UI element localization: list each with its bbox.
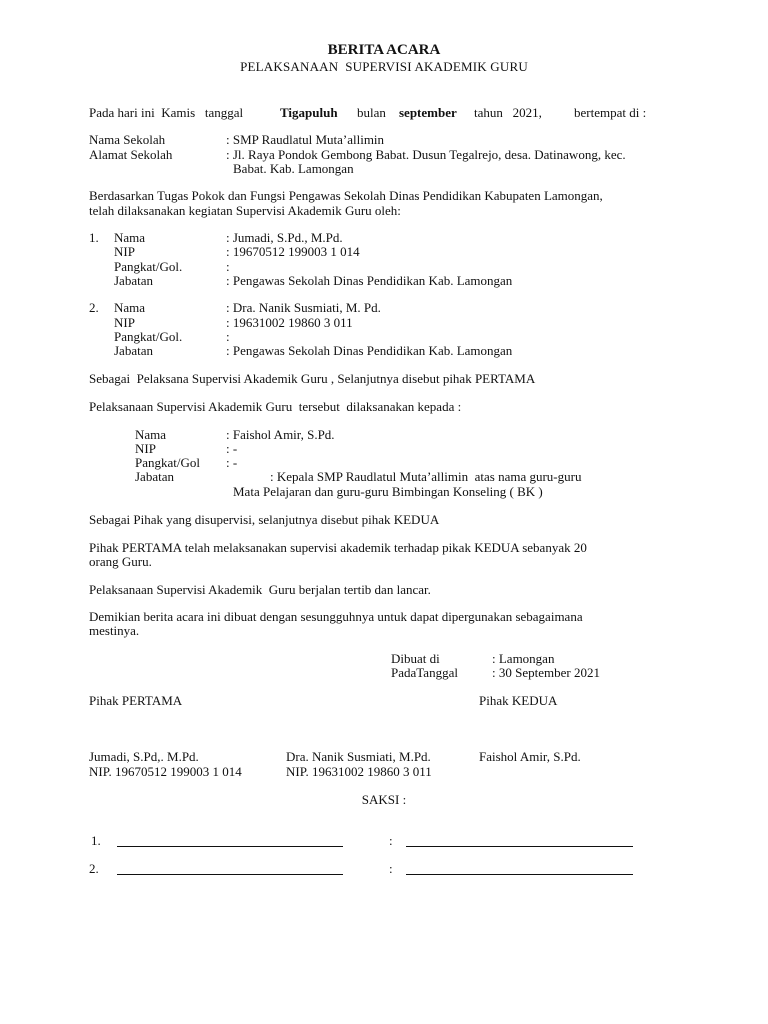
closing-line2: mestinya. (89, 623, 140, 638)
supervisor2-number: 2. (89, 300, 99, 315)
supervisor1-name-value: : Jumadi, S.Pd., M.Pd. (226, 230, 343, 245)
target-name-value: : Faishol Amir, S.Pd. (226, 427, 335, 442)
document-title: BERITA ACARA (327, 42, 441, 58)
opening-text-1: Pada hari ini Kamis tanggal (89, 105, 244, 120)
target-position-line2: Mata Pelajaran dan guru-guru Bimbingan Konseling ( BK ) (233, 484, 543, 499)
target-nip-label: NIP (135, 441, 156, 456)
opening-month: september (399, 105, 457, 120)
target-position-label: Jabatan (135, 469, 174, 484)
second-party-note: Sebagai Pihak yang disupervisi, selanjutnya disebut pihak KEDUA (89, 512, 440, 527)
target-rank-value: : - (226, 455, 238, 470)
witness-row2-colon: : (389, 861, 393, 876)
closing-line1: Demikian berita acara ini dibuat dengan sesungguhnya untuk dapat dipergunakan sebagaimana (89, 609, 583, 624)
supervisor1-rank-label: Pangkat/Gol. (114, 259, 183, 274)
result-line2: orang Guru. (89, 554, 152, 569)
supervisor2-position-value: : Pengawas Sekolah Dinas Pendidikan Kab. Lamongan (226, 343, 513, 358)
supervisor2-nip-value: : 19631002 19860 3 011 (226, 315, 353, 330)
opening-day: Tigapuluh (280, 105, 338, 120)
witness2-signature-line (406, 874, 633, 875)
signatory1-nip: NIP. 19670512 199003 1 014 (89, 764, 242, 779)
target-name-label: Nama (135, 427, 167, 442)
school-address-line1: : Jl. Raya Pondok Gembong Babat. Dusun Tegalrejo, desa. Datinawong, kec. (226, 147, 626, 162)
supervisor1-nip-label: NIP (114, 244, 135, 259)
school-name-label: Nama Sekolah (89, 132, 166, 147)
target-position-value: : Kepala SMP Raudlatul Muta’allimin atas nama guru-guru (270, 469, 582, 484)
target-rank-label: Pangkat/Gol (135, 455, 200, 470)
supervisor2-position-label: Jabatan (114, 343, 153, 358)
supervisor1-number: 1. (89, 230, 99, 245)
signatory1-name: Jumadi, S.Pd,. M.Pd. (89, 749, 199, 764)
opening-text-2: bulan (357, 105, 386, 120)
school-address-line2: Babat. Kab. Lamongan (233, 161, 354, 176)
smooth-note: Pelaksanaan Supervisi Akademik Guru berjalan tertib dan lancar. (89, 582, 431, 597)
supervisor1-rank-value: : (226, 259, 230, 274)
intro-line1: Berdasarkan Tugas Pokok dan Fungsi Pengawas Sekolah Dinas Pendidikan Kabupaten Lamongan, (89, 188, 603, 203)
party2-label: Pihak KEDUA (479, 693, 558, 708)
target-nip-value: : - (226, 441, 238, 456)
witness-row1-number: 1. (91, 833, 101, 848)
school-address-label: Alamat Sekolah (89, 147, 173, 162)
supervisor2-rank-label: Pangkat/Gol. (114, 329, 183, 344)
place-value: : Lamongan (492, 651, 555, 666)
date-label: PadaTanggal (391, 665, 458, 680)
supervisor1-position-label: Jabatan (114, 273, 153, 288)
witness-row2-number: 2. (89, 861, 99, 876)
supervisor1-name-label: Nama (114, 230, 146, 245)
supervisor2-name-value: : Dra. Nanik Susmiati, M. Pd. (226, 300, 381, 315)
witness-title: SAKSI : (361, 792, 407, 807)
signatory3-name: Faishol Amir, S.Pd. (479, 749, 581, 764)
party1-label: Pihak PERTAMA (89, 693, 183, 708)
witness1-signature-line (406, 846, 633, 847)
place-label: Dibuat di (391, 651, 440, 666)
opening-text-3: tahun 2021, (474, 105, 542, 120)
target-intro: Pelaksanaan Supervisi Akademik Guru tersebut dilaksanakan kepada : (89, 399, 462, 414)
witness-row1-colon: : (389, 833, 393, 848)
supervisor2-nip-label: NIP (114, 315, 135, 330)
result-line1: Pihak PERTAMA telah melaksanakan supervisi akademik terhadap pikak KEDUA sebanyak 20 (89, 540, 587, 555)
school-name-value: : SMP Raudlatul Muta’allimin (226, 132, 385, 147)
first-party-note: Sebagai Pelaksana Supervisi Akademik Guru , Selanjutnya disebut pihak PERTAMA (89, 371, 536, 386)
signatory2-nip: NIP. 19631002 19860 3 011 (286, 764, 432, 779)
date-value: : 30 September 2021 (492, 665, 600, 680)
witness2-name-line (117, 874, 343, 875)
signatory2-name: Dra. Nanik Susmiati, M.Pd. (286, 749, 431, 764)
supervisor2-rank-value: : (226, 329, 230, 344)
witness1-name-line (117, 846, 343, 847)
document-subtitle: PELAKSANAAN SUPERVISI AKADEMIK GURU (240, 59, 528, 74)
supervisor2-name-label: Nama (114, 300, 146, 315)
supervisor1-position-value: : Pengawas Sekolah Dinas Pendidikan Kab. Lamongan (226, 273, 513, 288)
supervisor1-nip-value: : 19670512 199003 1 014 (226, 244, 360, 259)
intro-line2: telah dilaksanakan kegiatan Supervisi Akademik Guru oleh: (89, 203, 401, 218)
opening-text-4: bertempat di : (574, 105, 647, 120)
